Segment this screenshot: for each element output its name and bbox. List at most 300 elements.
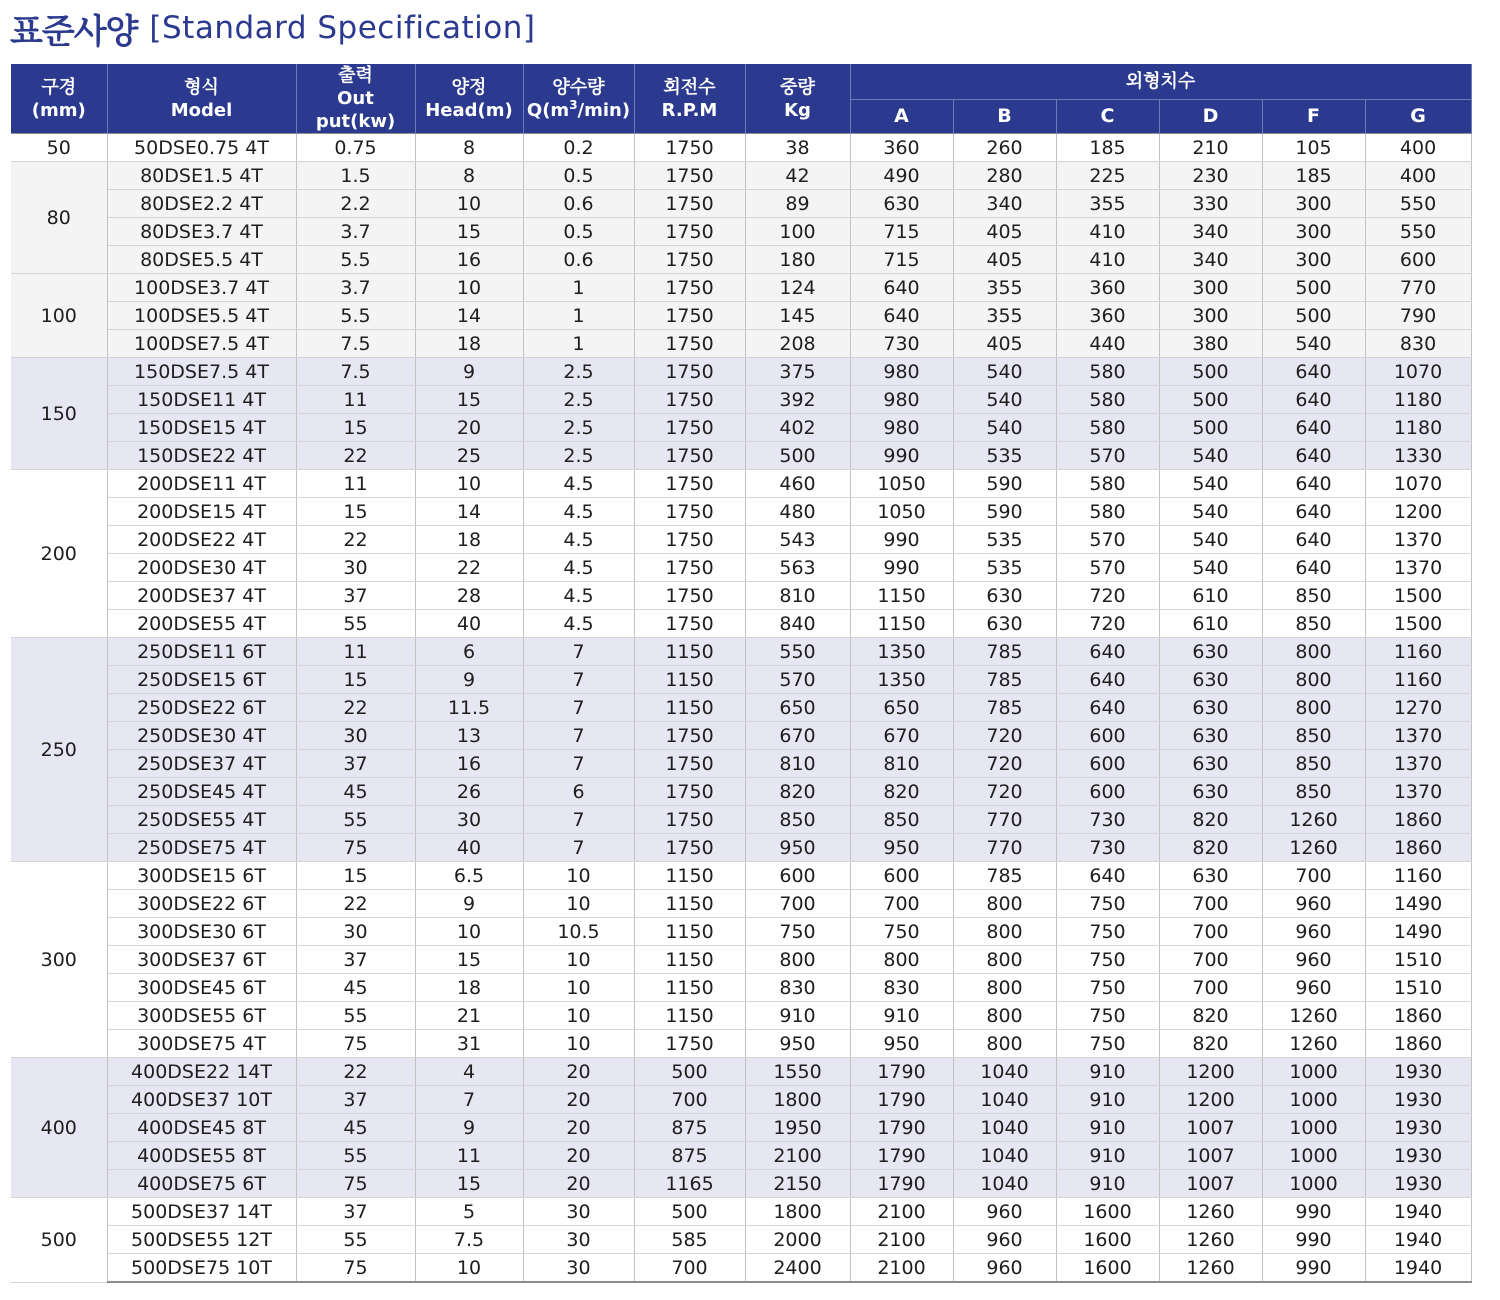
cell-dim-f: 1260 (1262, 1002, 1365, 1030)
cell-weight: 375 (745, 358, 850, 386)
cell-dim-d: 230 (1159, 162, 1262, 190)
cell-dim-f: 640 (1262, 386, 1365, 414)
cell-dim-d: 1260 (1159, 1198, 1262, 1226)
cell-output: 3.7 (296, 218, 415, 246)
cell-rpm: 1750 (634, 750, 745, 778)
cell-dim-a: 650 (850, 694, 953, 722)
cell-dim-b: 355 (953, 274, 1056, 302)
cell-head: 5 (415, 1198, 523, 1226)
cell-dim-b: 1040 (953, 1086, 1056, 1114)
cell-model: 500DSE55 12T (107, 1226, 296, 1254)
cell-head: 13 (415, 722, 523, 750)
cell-weight: 180 (745, 246, 850, 274)
cell-dim-g: 1860 (1365, 1030, 1471, 1058)
header-output (296, 64, 415, 134)
cell-dim-g: 1940 (1365, 1198, 1471, 1226)
header-dim-f: F (1262, 100, 1365, 134)
cell-dim-a: 980 (850, 414, 953, 442)
cell-dim-d: 210 (1159, 134, 1262, 162)
cell-head: 15 (415, 946, 523, 974)
table-row (11, 470, 1471, 498)
cell-rpm: 700 (634, 1086, 745, 1114)
cell-head: 9 (415, 890, 523, 918)
cell-dim-b: 405 (953, 218, 1056, 246)
cell-head: 15 (415, 386, 523, 414)
cell-head: 11 (415, 1142, 523, 1170)
cell-dim-b: 785 (953, 638, 1056, 666)
cell-capacity: 7 (523, 666, 634, 694)
cell-dim-b: 1040 (953, 1058, 1056, 1086)
cell-model: 400DSE45 8T (107, 1114, 296, 1142)
cell-dim-d: 820 (1159, 806, 1262, 834)
cell-head: 9 (415, 358, 523, 386)
cell-output: 22 (296, 694, 415, 722)
cell-model: 500DSE37 14T (107, 1198, 296, 1226)
cell-head: 25 (415, 442, 523, 470)
cell-head: 10 (415, 1254, 523, 1283)
cell-dim-c: 910 (1056, 1086, 1159, 1114)
cell-model: 150DSE15 4T (107, 414, 296, 442)
bore-group (11, 162, 1471, 274)
cell-dim-g: 550 (1365, 218, 1471, 246)
cell-weight: 480 (745, 498, 850, 526)
table-row (11, 638, 1471, 666)
cell-weight: 145 (745, 302, 850, 330)
cell-dim-d: 630 (1159, 638, 1262, 666)
cell-rpm: 1150 (634, 666, 745, 694)
cell-dim-b: 540 (953, 386, 1056, 414)
cell-dim-c: 640 (1056, 666, 1159, 694)
cell-dim-c: 730 (1056, 806, 1159, 834)
cell-dim-a: 1790 (850, 1114, 953, 1142)
cell-weight: 750 (745, 918, 850, 946)
cell-weight: 600 (745, 862, 850, 890)
cell-capacity: 4.5 (523, 582, 634, 610)
cell-dim-g: 1940 (1365, 1254, 1471, 1283)
cell-rpm: 500 (634, 1198, 745, 1226)
cell-rpm: 1150 (634, 862, 745, 890)
cell-dim-a: 950 (850, 1030, 953, 1058)
cell-dim-d: 1260 (1159, 1254, 1262, 1283)
cell-rpm: 1750 (634, 470, 745, 498)
cell-capacity: 7 (523, 834, 634, 862)
cell-output: 75 (296, 1030, 415, 1058)
table-row (11, 918, 1471, 946)
cell-dim-c: 580 (1056, 414, 1159, 442)
cell-dim-d: 300 (1159, 302, 1262, 330)
cell-dim-c: 750 (1056, 890, 1159, 918)
cell-dim-d: 540 (1159, 554, 1262, 582)
cell-dim-c: 600 (1056, 722, 1159, 750)
header-capacity-ko: 양수량 (552, 76, 605, 98)
cell-dim-c: 640 (1056, 638, 1159, 666)
cell-capacity: 4.5 (523, 470, 634, 498)
cell-dim-c: 910 (1056, 1114, 1159, 1142)
cell-capacity: 10 (523, 1002, 634, 1030)
cell-capacity: 6 (523, 778, 634, 806)
bore-group (11, 274, 1471, 358)
cell-dim-b: 785 (953, 666, 1056, 694)
cell-dim-d: 1007 (1159, 1142, 1262, 1170)
cell-dim-g: 770 (1365, 274, 1471, 302)
cell-weight: 460 (745, 470, 850, 498)
cell-head: 6.5 (415, 862, 523, 890)
cell-capacity: 1 (523, 274, 634, 302)
table-row (11, 1170, 1471, 1198)
cell-rpm: 1750 (634, 134, 745, 162)
cell-output: 1.5 (296, 162, 415, 190)
cell-weight: 89 (745, 190, 850, 218)
cell-model: 80DSE2.2 4T (107, 190, 296, 218)
cell-dim-d: 700 (1159, 890, 1262, 918)
header-rpm-label: 회전수 R.P.M (661, 76, 718, 121)
table-row (11, 554, 1471, 582)
cell-dim-c: 410 (1056, 246, 1159, 274)
cell-capacity: 4.5 (523, 498, 634, 526)
table-row (11, 442, 1471, 470)
cell-dim-d: 540 (1159, 470, 1262, 498)
cell-dim-f: 1000 (1262, 1086, 1365, 1114)
table-row (11, 778, 1471, 806)
cell-bore: 80 (11, 162, 107, 274)
cell-dim-a: 715 (850, 246, 953, 274)
cell-dim-b: 630 (953, 582, 1056, 610)
cell-model: 80DSE1.5 4T (107, 162, 296, 190)
bore-group (11, 1058, 1471, 1198)
cell-weight: 670 (745, 722, 850, 750)
cell-dim-a: 600 (850, 862, 953, 890)
cell-capacity: 10 (523, 1030, 634, 1058)
header-rpm (634, 64, 745, 134)
cell-head: 10 (415, 190, 523, 218)
cell-dim-b: 960 (953, 1198, 1056, 1226)
cell-dim-b: 785 (953, 694, 1056, 722)
cell-weight: 550 (745, 638, 850, 666)
cell-dim-g: 400 (1365, 134, 1471, 162)
cell-head: 40 (415, 610, 523, 638)
cell-weight: 100 (745, 218, 850, 246)
cell-capacity: 2.5 (523, 414, 634, 442)
cell-dim-c: 580 (1056, 386, 1159, 414)
cell-dim-a: 1150 (850, 582, 953, 610)
cell-rpm: 1750 (634, 358, 745, 386)
cell-output: 30 (296, 918, 415, 946)
cell-rpm: 1750 (634, 582, 745, 610)
cell-head: 18 (415, 974, 523, 1002)
bore-group (11, 358, 1471, 470)
cell-dim-d: 630 (1159, 778, 1262, 806)
cell-model: 250DSE30 4T (107, 722, 296, 750)
cell-dim-a: 1150 (850, 610, 953, 638)
cell-rpm: 1750 (634, 330, 745, 358)
cell-dim-d: 300 (1159, 274, 1262, 302)
header-dim-d: D (1159, 100, 1262, 134)
cell-rpm: 1750 (634, 554, 745, 582)
cell-dim-g: 1860 (1365, 834, 1471, 862)
header-bore (11, 64, 107, 134)
cell-dim-g: 1860 (1365, 1002, 1471, 1030)
cell-bore: 250 (11, 638, 107, 862)
cell-dim-f: 300 (1262, 190, 1365, 218)
cell-dim-c: 640 (1056, 862, 1159, 890)
cell-output: 45 (296, 778, 415, 806)
cell-dim-b: 720 (953, 778, 1056, 806)
cell-capacity: 30 (523, 1226, 634, 1254)
cell-dim-f: 960 (1262, 918, 1365, 946)
cell-model: 200DSE15 4T (107, 498, 296, 526)
cell-dim-a: 490 (850, 162, 953, 190)
cell-capacity: 20 (523, 1086, 634, 1114)
cell-model: 500DSE75 10T (107, 1254, 296, 1283)
cell-head: 15 (415, 1170, 523, 1198)
cell-dim-f: 960 (1262, 890, 1365, 918)
cell-dim-a: 640 (850, 302, 953, 330)
cell-dim-f: 850 (1262, 610, 1365, 638)
cell-dim-a: 730 (850, 330, 953, 358)
cell-dim-c: 750 (1056, 1002, 1159, 1030)
cell-dim-f: 640 (1262, 442, 1365, 470)
cell-dim-d: 380 (1159, 330, 1262, 358)
cell-capacity: 20 (523, 1170, 634, 1198)
cell-capacity: 7 (523, 806, 634, 834)
cell-capacity: 20 (523, 1114, 634, 1142)
cell-head: 11.5 (415, 694, 523, 722)
cell-dim-d: 820 (1159, 1030, 1262, 1058)
cell-model: 400DSE37 10T (107, 1086, 296, 1114)
cell-dim-g: 1940 (1365, 1226, 1471, 1254)
cell-dim-b: 800 (953, 918, 1056, 946)
cell-dim-g: 1370 (1365, 722, 1471, 750)
cell-bore: 100 (11, 274, 107, 358)
cell-head: 4 (415, 1058, 523, 1086)
cell-output: 37 (296, 946, 415, 974)
cell-model: 200DSE37 4T (107, 582, 296, 610)
bore-group (11, 134, 1471, 162)
cell-output: 22 (296, 526, 415, 554)
cell-dim-f: 640 (1262, 414, 1365, 442)
table-row (11, 330, 1471, 358)
cell-dim-a: 1790 (850, 1142, 953, 1170)
cell-dim-a: 700 (850, 890, 953, 918)
cell-model: 300DSE45 6T (107, 974, 296, 1002)
cell-dim-b: 355 (953, 302, 1056, 330)
cell-rpm: 1750 (634, 386, 745, 414)
cell-dim-b: 800 (953, 1002, 1056, 1030)
cell-model: 80DSE3.7 4T (107, 218, 296, 246)
table-row (11, 526, 1471, 554)
cell-dim-f: 800 (1262, 666, 1365, 694)
cell-output: 37 (296, 1086, 415, 1114)
cell-capacity: 4.5 (523, 610, 634, 638)
header-dim-a: A (850, 100, 953, 134)
cell-head: 20 (415, 414, 523, 442)
cell-dim-f: 700 (1262, 862, 1365, 890)
cell-dim-f: 990 (1262, 1254, 1365, 1283)
cell-dim-b: 770 (953, 834, 1056, 862)
cell-weight: 563 (745, 554, 850, 582)
cell-model: 150DSE22 4T (107, 442, 296, 470)
cell-head: 6 (415, 638, 523, 666)
cell-dim-a: 360 (850, 134, 953, 162)
cell-dim-a: 990 (850, 554, 953, 582)
cell-rpm: 1150 (634, 638, 745, 666)
cell-dim-a: 910 (850, 1002, 953, 1030)
table-header (11, 64, 1471, 134)
cell-dim-g: 1180 (1365, 414, 1471, 442)
cell-dim-f: 850 (1262, 750, 1365, 778)
cell-rpm: 1150 (634, 918, 745, 946)
cell-rpm: 1750 (634, 806, 745, 834)
cell-dim-g: 1180 (1365, 386, 1471, 414)
cell-head: 28 (415, 582, 523, 610)
cell-bore: 400 (11, 1058, 107, 1198)
cell-weight: 2000 (745, 1226, 850, 1254)
table-row (11, 386, 1471, 414)
cell-head: 7 (415, 1086, 523, 1114)
cell-model: 300DSE30 6T (107, 918, 296, 946)
cell-output: 45 (296, 974, 415, 1002)
cell-capacity: 0.6 (523, 246, 634, 274)
cell-dim-g: 1510 (1365, 974, 1471, 1002)
cell-dim-b: 770 (953, 806, 1056, 834)
cell-dim-g: 1370 (1365, 750, 1471, 778)
cell-dim-a: 750 (850, 918, 953, 946)
cell-capacity: 0.5 (523, 218, 634, 246)
cell-dim-a: 670 (850, 722, 953, 750)
cell-dim-b: 960 (953, 1226, 1056, 1254)
cell-capacity: 4.5 (523, 554, 634, 582)
cell-weight: 910 (745, 1002, 850, 1030)
cell-weight: 500 (745, 442, 850, 470)
capacity-unit-sup: 3 (569, 97, 578, 112)
table-row (11, 750, 1471, 778)
cell-model: 80DSE5.5 4T (107, 246, 296, 274)
cell-bore: 300 (11, 862, 107, 1058)
cell-dim-a: 1050 (850, 470, 953, 498)
cell-dim-a: 630 (850, 190, 953, 218)
bore-group (11, 470, 1471, 638)
cell-model: 300DSE75 4T (107, 1030, 296, 1058)
cell-head: 18 (415, 330, 523, 358)
cell-dim-c: 750 (1056, 918, 1159, 946)
cell-head: 40 (415, 834, 523, 862)
cell-dim-b: 960 (953, 1254, 1056, 1283)
table-row (11, 974, 1471, 1002)
table-row (11, 1002, 1471, 1030)
cell-rpm: 1750 (634, 190, 745, 218)
cell-dim-c: 750 (1056, 974, 1159, 1002)
cell-dim-c: 355 (1056, 190, 1159, 218)
cell-output: 15 (296, 666, 415, 694)
cell-model: 400DSE22 14T (107, 1058, 296, 1086)
cell-dim-g: 1370 (1365, 778, 1471, 806)
cell-dim-c: 225 (1056, 162, 1159, 190)
cell-rpm: 1750 (634, 1030, 745, 1058)
cell-output: 11 (296, 386, 415, 414)
cell-dim-f: 990 (1262, 1226, 1365, 1254)
cell-head: 30 (415, 806, 523, 834)
cell-dim-c: 570 (1056, 442, 1159, 470)
header-capacity (523, 64, 634, 134)
table-row (11, 190, 1471, 218)
cell-dim-b: 800 (953, 974, 1056, 1002)
cell-rpm: 1150 (634, 1002, 745, 1030)
cell-rpm: 500 (634, 1058, 745, 1086)
cell-head: 10 (415, 274, 523, 302)
cell-model: 250DSE37 4T (107, 750, 296, 778)
cell-dim-f: 1000 (1262, 1142, 1365, 1170)
cell-weight: 950 (745, 1030, 850, 1058)
cell-dim-g: 1200 (1365, 498, 1471, 526)
cell-output: 45 (296, 1114, 415, 1142)
cell-dim-a: 2100 (850, 1198, 953, 1226)
cell-dim-g: 1500 (1365, 610, 1471, 638)
cell-dim-d: 1260 (1159, 1226, 1262, 1254)
cell-model: 100DSE3.7 4T (107, 274, 296, 302)
cell-output: 2.2 (296, 190, 415, 218)
cell-output: 75 (296, 1170, 415, 1198)
cell-capacity: 0.5 (523, 162, 634, 190)
cell-head: 9 (415, 1114, 523, 1142)
cell-rpm: 1150 (634, 694, 745, 722)
cell-rpm: 875 (634, 1142, 745, 1170)
cell-weight: 840 (745, 610, 850, 638)
cell-output: 55 (296, 806, 415, 834)
cell-rpm: 1165 (634, 1170, 745, 1198)
cell-dim-c: 730 (1056, 834, 1159, 862)
cell-model: 200DSE30 4T (107, 554, 296, 582)
cell-dim-d: 630 (1159, 666, 1262, 694)
cell-rpm: 1750 (634, 162, 745, 190)
cell-dim-d: 700 (1159, 946, 1262, 974)
cell-dim-c: 570 (1056, 554, 1159, 582)
cell-dim-d: 340 (1159, 246, 1262, 274)
cell-dim-f: 500 (1262, 302, 1365, 330)
cell-dim-b: 1040 (953, 1170, 1056, 1198)
cell-dim-b: 340 (953, 190, 1056, 218)
bore-group (11, 638, 1471, 862)
cell-dim-f: 850 (1262, 778, 1365, 806)
cell-rpm: 585 (634, 1226, 745, 1254)
cell-dim-f: 300 (1262, 246, 1365, 274)
page-title (10, 6, 536, 50)
cell-dim-f: 640 (1262, 470, 1365, 498)
cell-capacity: 1 (523, 330, 634, 358)
cell-dim-g: 1370 (1365, 554, 1471, 582)
cell-dim-a: 1350 (850, 666, 953, 694)
cell-bore: 50 (11, 134, 107, 162)
cell-dim-a: 1790 (850, 1086, 953, 1114)
cell-capacity: 7 (523, 722, 634, 750)
cell-dim-g: 400 (1365, 162, 1471, 190)
cell-weight: 1950 (745, 1114, 850, 1142)
cell-dim-b: 800 (953, 946, 1056, 974)
cell-dim-f: 1260 (1262, 1030, 1365, 1058)
cell-model: 250DSE22 6T (107, 694, 296, 722)
cell-dim-a: 1350 (850, 638, 953, 666)
cell-output: 22 (296, 890, 415, 918)
cell-model: 150DSE11 4T (107, 386, 296, 414)
cell-dim-f: 800 (1262, 638, 1365, 666)
cell-dim-b: 405 (953, 246, 1056, 274)
cell-rpm: 1750 (634, 610, 745, 638)
cell-weight: 124 (745, 274, 850, 302)
cell-dim-f: 800 (1262, 694, 1365, 722)
cell-capacity: 30 (523, 1254, 634, 1283)
cell-dim-d: 630 (1159, 722, 1262, 750)
cell-dim-g: 1930 (1365, 1086, 1471, 1114)
cell-dim-f: 1000 (1262, 1058, 1365, 1086)
